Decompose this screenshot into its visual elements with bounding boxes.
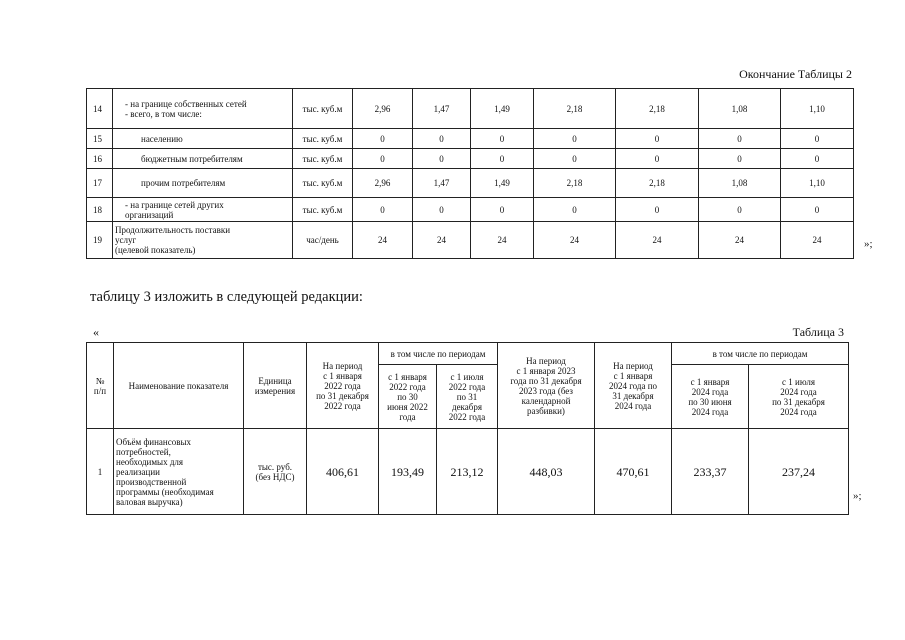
row-name-line: программы (необходимая [116, 486, 214, 497]
header-line: с 1 января 2023 [516, 365, 576, 376]
row-name-line: Объём финансовых [116, 436, 192, 447]
table2-row-14 [87, 89, 854, 129]
row-name: населению [113, 129, 293, 149]
value-cell: 448,03 [498, 429, 595, 515]
value-cell: 0 [534, 149, 616, 169]
value-cell: 0 [534, 129, 616, 149]
header-line: с 1 июля [450, 371, 484, 382]
table3 [86, 342, 849, 515]
value-cell: 193,49 [379, 429, 437, 515]
row-name-line: (целевой показатель) [115, 245, 196, 255]
value-cell: 0 [353, 129, 413, 149]
header-line: 2024 года [691, 386, 729, 397]
row-unit: тыс. куб.м [293, 149, 353, 169]
value-cell: 2,96 [353, 89, 413, 129]
header-line: 2023 года (без [519, 385, 573, 396]
header-line: по 30 июня [688, 396, 732, 407]
header-line: 2022 года [324, 400, 361, 411]
header-unit [244, 343, 307, 429]
header-line: 2022 года [389, 381, 426, 392]
row-name: прочим потребителям [113, 169, 293, 198]
row-name [113, 222, 293, 259]
value-cell: 1,49 [471, 169, 534, 198]
value-cell: 0 [616, 129, 699, 149]
row-number: 14 [87, 89, 113, 129]
header-line: Единица [258, 375, 292, 386]
row-unit-line: (без НДС) [255, 471, 295, 482]
value-cell: 24 [699, 222, 781, 259]
opening-quote: « [93, 325, 99, 339]
header-line: измерения [254, 385, 296, 396]
header-line: с 1 января [323, 370, 362, 381]
header-line: № [95, 375, 105, 386]
value-cell: 24 [534, 222, 616, 259]
value-cell: 0 [699, 129, 781, 149]
row-name-line: услуг [115, 235, 137, 245]
value-cell: 213,12 [437, 429, 498, 515]
row-name: бюджетным потребителям [113, 149, 293, 169]
value-cell: 24 [353, 222, 413, 259]
header-line: по 31 декабря [772, 396, 825, 407]
header-line: 2024 года [780, 386, 817, 397]
value-cell: 1,49 [471, 89, 534, 129]
header-line: разбивки) [527, 405, 565, 416]
value-cell: 0 [413, 129, 471, 149]
row-name-line: организаций [125, 209, 174, 220]
table2-row-16 [87, 149, 854, 169]
row-number: 17 [87, 169, 113, 198]
table2-row-15 [87, 129, 854, 149]
header-line: с 1 января [690, 376, 730, 387]
header-line: по 31 [456, 391, 478, 402]
row-name [113, 89, 293, 129]
row-number: 16 [87, 149, 113, 169]
value-cell: 1,08 [699, 89, 781, 129]
header-line: по 30 [397, 391, 418, 402]
value-cell: 0 [699, 198, 781, 222]
row-number: 15 [87, 129, 113, 149]
header-h1-2024 [672, 365, 749, 429]
header-line: года [399, 411, 416, 422]
value-cell: 1,47 [413, 169, 471, 198]
header-line: п/п [93, 385, 107, 396]
value-cell: 0 [699, 149, 781, 169]
table3-row-1 [87, 429, 849, 515]
row-unit: час/день [293, 222, 353, 259]
value-cell: 0 [616, 198, 699, 222]
table3-title: Таблица 3 [792, 325, 844, 339]
row-number: 19 [87, 222, 113, 259]
header-line: На период [322, 360, 363, 371]
value-cell: 24 [413, 222, 471, 259]
header-line: года по 31 декабря [510, 375, 582, 386]
row-name-line: валовая выручка) [116, 496, 183, 507]
intro-text: таблицу 3 изложить в следующей редакции: [90, 289, 363, 305]
table2 [86, 88, 854, 259]
value-cell: 24 [616, 222, 699, 259]
header-h2-2024 [749, 365, 849, 429]
value-cell: 2,18 [534, 169, 616, 198]
header-line: 2024 года по [608, 380, 658, 391]
value-cell: 237,24 [749, 429, 849, 515]
header-line: декабря [451, 401, 483, 412]
header-h1-2022 [379, 365, 437, 429]
value-cell: 1,47 [413, 89, 471, 129]
header-line: 2024 года [614, 400, 652, 411]
value-cell: 0 [353, 149, 413, 169]
value-cell: 1,08 [699, 169, 781, 198]
table2-continuation-title: Окончание Таблицы 2 [739, 67, 852, 81]
value-cell: 2,18 [534, 89, 616, 129]
header-incl-periods-2024: в том числе по периодам [672, 343, 849, 365]
row-name-line: Продолжительность поставки [115, 225, 231, 235]
header-name: Наименование показателя [114, 343, 244, 429]
header-line: календарной [521, 395, 571, 406]
value-cell: 2,18 [616, 89, 699, 129]
header-line: по 31 декабря [316, 390, 369, 401]
table3-closing-mark: »; [853, 490, 862, 502]
header-line: с 1 января [613, 370, 653, 381]
value-cell: 0 [534, 198, 616, 222]
value-cell: 24 [471, 222, 534, 259]
value-cell: 0 [781, 149, 854, 169]
row-unit [244, 429, 307, 515]
row-unit: тыс. куб.м [293, 198, 353, 222]
value-cell: 0 [471, 149, 534, 169]
table2-closing-mark: »; [864, 238, 873, 250]
header-incl-periods-2022: в том числе по периодам [379, 343, 498, 365]
row-number: 1 [87, 429, 114, 515]
value-cell: 0 [781, 129, 854, 149]
header-line: 2022 года [448, 411, 486, 422]
table2-row-19 [87, 222, 854, 259]
header-line: На период [613, 360, 653, 371]
row-unit: тыс. куб.м [293, 169, 353, 198]
table3-header-row-1 [87, 343, 849, 365]
row-name-line: - всего, в том числе: [125, 108, 202, 119]
value-cell: 24 [781, 222, 854, 259]
row-name-line: производственной [116, 476, 187, 487]
row-name-line: потребностей, [116, 446, 171, 457]
header-num [87, 343, 114, 429]
row-unit-line: тыс. руб. [257, 461, 293, 472]
value-cell: 2,96 [353, 169, 413, 198]
row-name [113, 198, 293, 222]
row-name [114, 429, 244, 515]
header-line: 2024 года [780, 406, 817, 417]
table2-row-17 [87, 169, 854, 198]
row-name-line: реализации [116, 466, 160, 477]
value-cell: 0 [413, 149, 471, 169]
header-line: 2022 года [448, 381, 486, 392]
table2-row-18 [87, 198, 854, 222]
value-cell: 0 [471, 129, 534, 149]
value-cell: 233,37 [672, 429, 749, 515]
header-line: 31 декабря [612, 390, 654, 401]
row-name-line: - на границе сетей других [125, 199, 224, 210]
value-cell: 1,10 [781, 169, 854, 198]
header-line: с 1 июля [782, 376, 815, 387]
value-cell: 2,18 [616, 169, 699, 198]
value-cell: 0 [616, 149, 699, 169]
value-cell: 470,61 [595, 429, 672, 515]
header-period-2022 [307, 343, 379, 429]
value-cell: 1,10 [781, 89, 854, 129]
value-cell: 406,61 [307, 429, 379, 515]
value-cell: 0 [353, 198, 413, 222]
header-line: с 1 января [388, 371, 427, 382]
header-line: На период [526, 355, 566, 366]
row-unit: тыс. куб.м [293, 89, 353, 129]
header-period-2024 [595, 343, 672, 429]
value-cell: 0 [471, 198, 534, 222]
row-name-line: необходимых для [116, 456, 184, 467]
header-h2-2022 [437, 365, 498, 429]
header-line: 2024 года [691, 406, 729, 417]
value-cell: 0 [413, 198, 471, 222]
value-cell: 0 [781, 198, 854, 222]
row-name-line: - на границе собственных сетей [125, 98, 247, 109]
header-line: июня 2022 [387, 401, 428, 412]
header-line: 2022 года [324, 380, 361, 391]
row-number: 18 [87, 198, 113, 222]
row-unit: тыс. куб.м [293, 129, 353, 149]
header-period-2023 [498, 343, 595, 429]
